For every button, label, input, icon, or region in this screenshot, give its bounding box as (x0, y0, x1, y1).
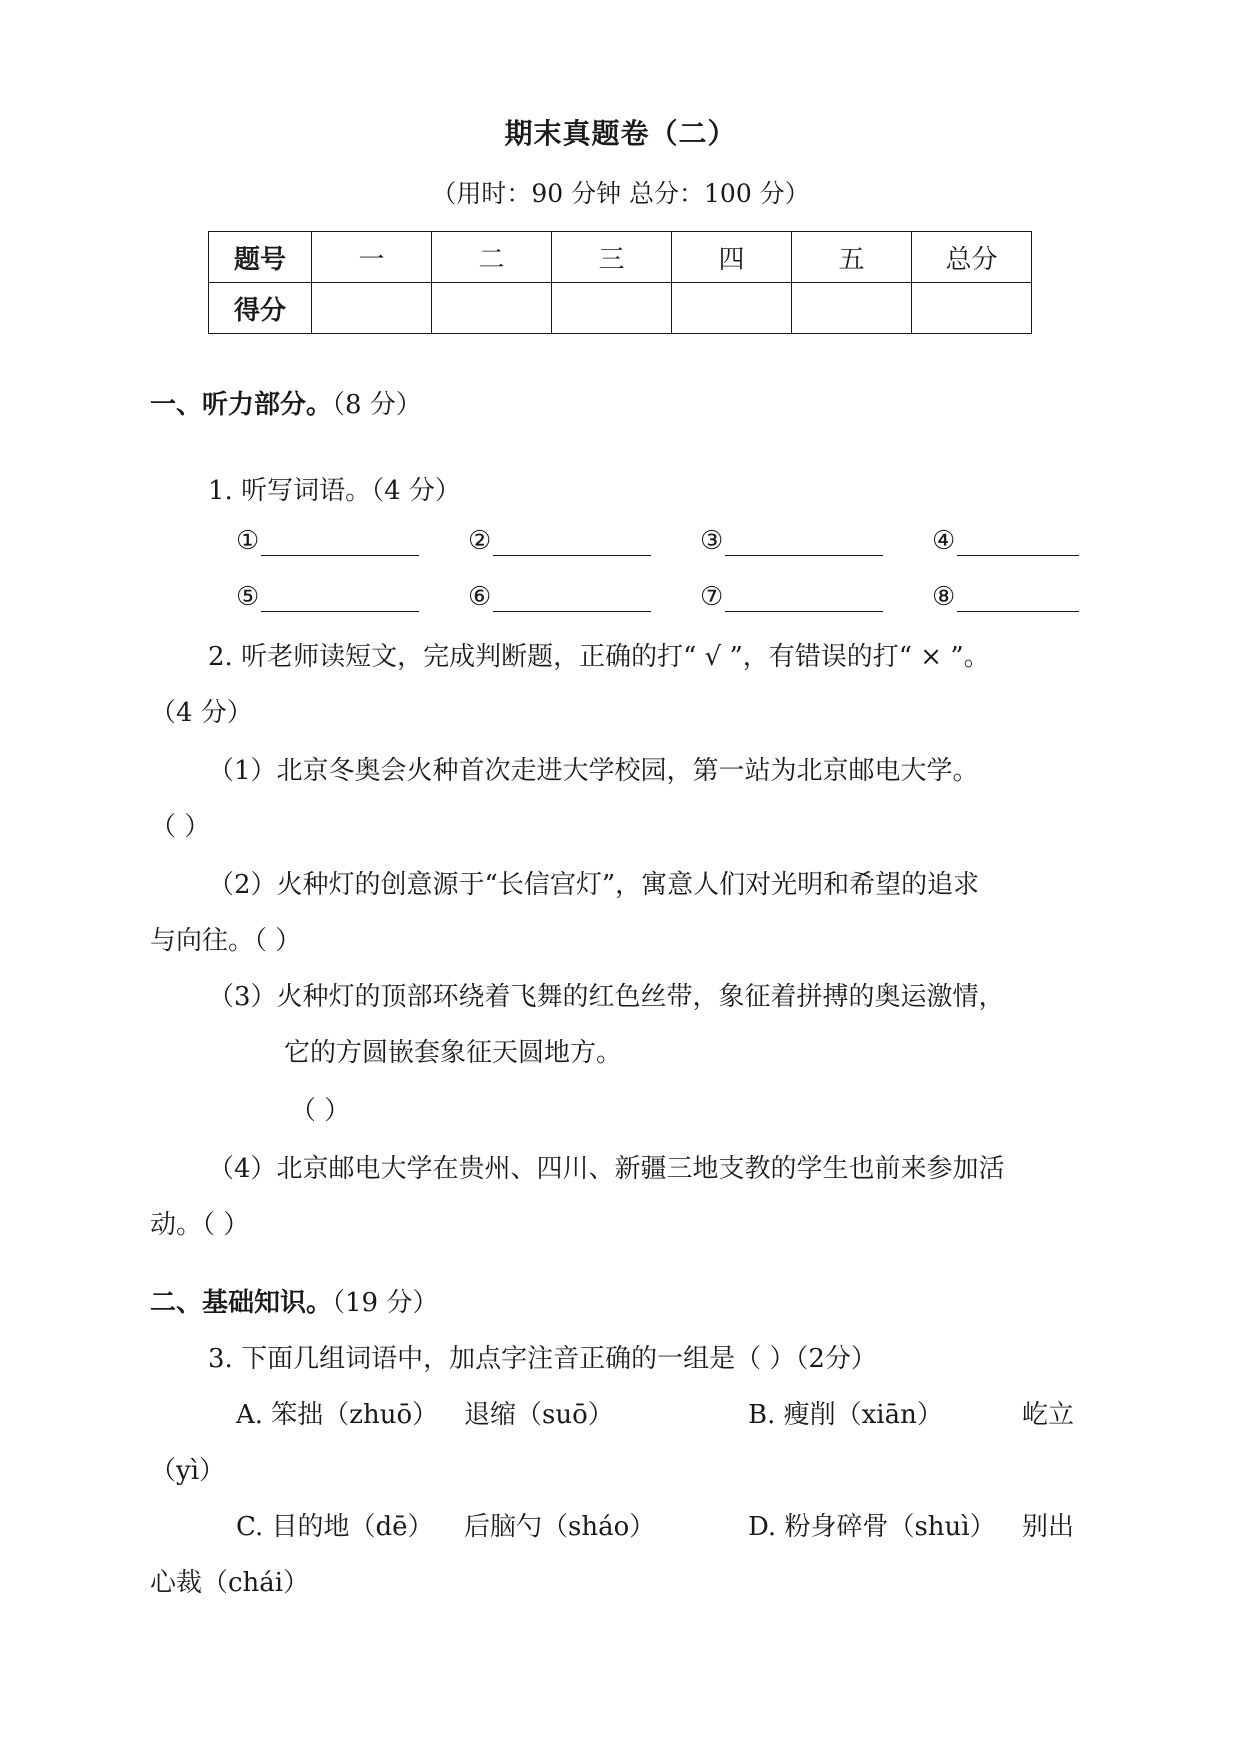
dictation-blank-2[interactable] (468, 526, 651, 556)
score-input-cell[interactable] (792, 283, 912, 334)
blank-number: ① (236, 526, 260, 556)
option-c[interactable]: C. 目的地（dē） (236, 1512, 434, 1542)
option-a[interactable]: A. 笨拙（zhuō） (236, 1400, 439, 1430)
option-a-word2: 退缩（suō） (464, 1400, 614, 1430)
blank-number: ⑦ (700, 582, 724, 612)
question-1: 1. 听写词语。（4 分） (208, 476, 461, 506)
score-table-cell: 一 (312, 232, 432, 283)
option-d-word2: 别出 (1022, 1512, 1075, 1542)
dictation-blank-7[interactable] (700, 582, 883, 612)
section2-points: （19 分） (332, 1288, 439, 1318)
score-table (208, 231, 1032, 334)
question-3: 3. 下面几组词语中，加点字注音正确的一组是（ ）（2分） (208, 1344, 877, 1374)
option-b-word2: 屹立 (1022, 1400, 1075, 1430)
dictation-blank-5[interactable] (236, 582, 419, 612)
judgment-item-1: （1）北京冬奥会火种首次走进大学校园，第一站为北京邮电大学。 (208, 756, 979, 786)
judgment-item-2: （2）火种灯的创意源于“长信宫灯”，寓意人们对光明和希望的追求 (208, 870, 980, 900)
judgment-answer-2[interactable]: 与向往。（ ） (150, 926, 302, 956)
score-table-cell: 题号 (209, 232, 312, 283)
option-b-word2-pinyin: （yì） (150, 1456, 226, 1486)
score-table-header-row (209, 232, 1032, 283)
section1-title: 一、听力部分。 (150, 390, 333, 420)
blank-number: ⑤ (236, 582, 260, 612)
answer-line[interactable] (493, 527, 651, 556)
section1-points: （8 分） (332, 390, 422, 420)
blank-number: ④ (932, 526, 956, 556)
answer-line[interactable] (261, 583, 419, 612)
answer-line[interactable] (725, 583, 883, 612)
judgment-answer-4[interactable]: 动。（ ） (150, 1210, 250, 1240)
dictation-blank-8[interactable] (932, 582, 1079, 612)
score-table-cell: 得分 (209, 283, 312, 334)
question-2-points: （4 分） (150, 698, 253, 728)
answer-line[interactable] (725, 527, 883, 556)
section1-heading (150, 384, 422, 421)
answer-line[interactable] (493, 583, 651, 612)
option-c-word2: 后脑勺（sháo） (464, 1512, 656, 1542)
score-input-cell[interactable] (552, 283, 672, 334)
answer-line[interactable] (957, 527, 1079, 556)
option-d-word2-cont: 心裁（chái） (150, 1568, 310, 1598)
answer-line[interactable] (957, 583, 1079, 612)
blank-number: ⑥ (468, 582, 492, 612)
exam-info: （用时：90 分钟 总分：100 分） (431, 179, 810, 208)
answer-line[interactable] (261, 527, 419, 556)
judgment-item-3: （3）火种灯的顶部环绕着飞舞的红色丝带，象征着拼搏的奥运激情， (208, 982, 1005, 1012)
page-title: 期末真题卷（二） (504, 117, 737, 150)
section2-title: 二、基础知识。 (150, 1288, 333, 1318)
dictation-blank-1[interactable] (236, 526, 419, 556)
blank-number: ② (468, 526, 492, 556)
score-input-cell[interactable] (672, 283, 792, 334)
score-table-cell: 总分 (912, 232, 1032, 283)
option-d[interactable]: D. 粉身碎骨（shuì） (748, 1512, 996, 1542)
dictation-blank-3[interactable] (700, 526, 883, 556)
score-table-score-row (209, 283, 1032, 334)
score-input-cell[interactable] (432, 283, 552, 334)
dictation-blank-6[interactable] (468, 582, 651, 612)
judgment-answer-3[interactable]: （ ） (290, 1096, 351, 1126)
score-input-cell[interactable] (312, 283, 432, 334)
blank-number: ⑧ (932, 582, 956, 612)
judgment-answer-1[interactable]: （ ） (150, 812, 211, 842)
score-table-cell: 二 (432, 232, 552, 283)
section2-heading (150, 1282, 438, 1319)
judgment-item-4: （4）北京邮电大学在贵州、四川、新疆三地支教的学生也前来参加活 (208, 1154, 1005, 1184)
blank-number: ③ (700, 526, 724, 556)
score-table-cell: 四 (672, 232, 792, 283)
score-table-cell: 五 (792, 232, 912, 283)
score-input-cell[interactable] (912, 283, 1032, 334)
option-b[interactable]: B. 瘦削（xiān） (748, 1400, 943, 1430)
score-table-cell: 三 (552, 232, 672, 283)
judgment-item-3-cont: 它的方圆嵌套象征天圆地方。 (284, 1038, 623, 1068)
question-2: 2. 听老师读短文，完成判断题，正确的打“ √ ”，有错误的打“ × ”。 (208, 642, 990, 672)
dictation-blank-4[interactable] (932, 526, 1079, 556)
